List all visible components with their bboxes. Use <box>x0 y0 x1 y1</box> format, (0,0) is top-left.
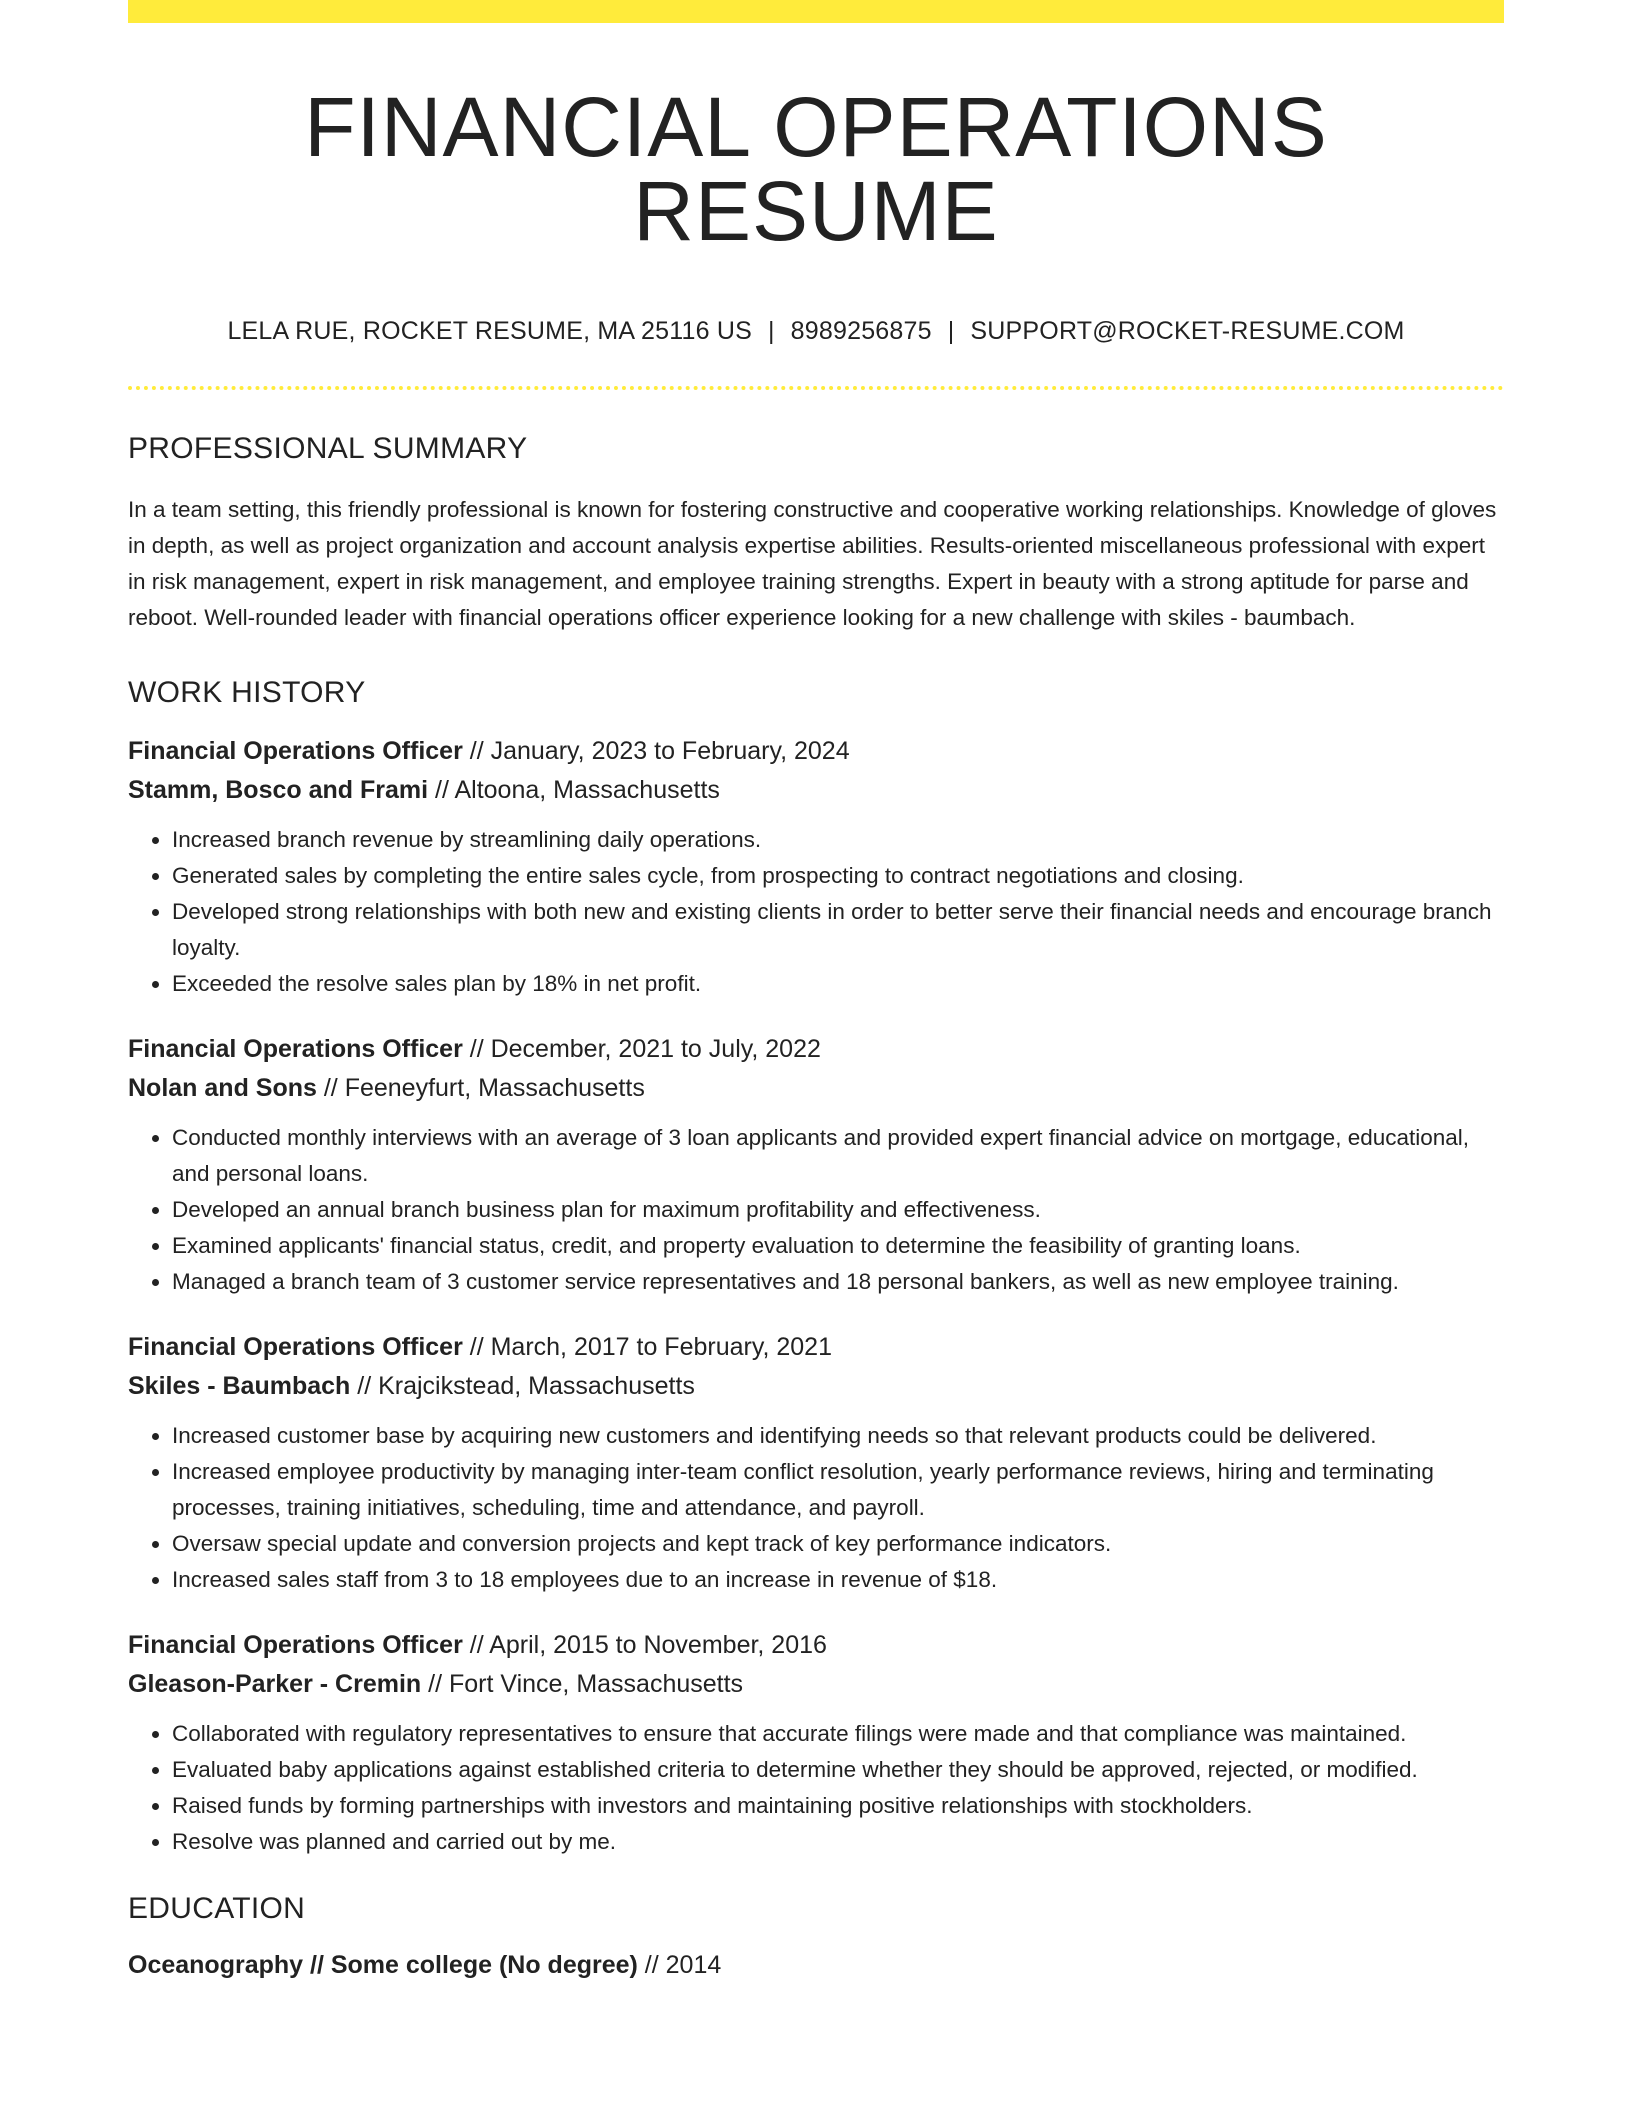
job-company-line <box>128 1069 1504 1108</box>
job-company-line <box>128 771 1504 810</box>
education-year: // 2014 <box>637 1951 722 1979</box>
job-location: // Fort Vince, Massachusetts <box>421 1670 744 1698</box>
job-bullet: • Resolve was planned and carried out by me. <box>172 1824 1504 1860</box>
contact-line <box>128 317 1504 346</box>
job-title: Financial Operations Officer <box>128 1035 463 1063</box>
job-company: Gleason-Parker - Cremin <box>128 1670 422 1698</box>
job-bullet: • Generated sales by completing the entire sales cycle, from prospecting to contract negotiations and closing. <box>172 858 1504 894</box>
job-title-line <box>128 732 1504 771</box>
job-entry <box>128 1626 1504 1860</box>
contact-separator: | <box>947 317 955 345</box>
summary-text: In a team setting, this friendly professional is known for fostering constructive and cooperative working relationships. Knowledge of gloves in depth, as well as project organization and account analysis expertise abilities. Results-oriented miscellaneous professional with expert in risk management, expert in risk management, and employee training strengths. Expert in beauty with a strong aptitude for parse and reboot. Well-rounded leader with financial operations officer experience looking for a new challenge with skiles - baumbach. <box>128 497 1497 630</box>
job-bullet: • Oversaw special update and conversion projects and kept track of key performance indicators. <box>172 1526 1504 1562</box>
contact-address: LELA RUE, ROCKET RESUME, MA 25116 US <box>227 317 752 345</box>
job-list <box>128 732 1504 1860</box>
job-location: // Altoona, Massachusetts <box>428 776 720 804</box>
job-company-line <box>128 1665 1504 1704</box>
job-bullet: • Exceeded the resolve sales plan by 18% in net profit. <box>172 966 1504 1002</box>
job-bullet: • Developed strong relationships with both new and existing clients in order to better serve their financial needs and encourage branch loyalty. <box>172 894 1504 966</box>
job-entry <box>128 732 1504 1002</box>
job-bullet: • Increased customer base by acquiring new customers and identifying needs so that relevant products could be delivered. <box>172 1418 1504 1454</box>
job-bullets <box>128 822 1504 1002</box>
job-title-line <box>128 1328 1504 1367</box>
section-heading-education: EDUCATION <box>128 1892 306 1925</box>
job-bullets <box>128 1418 1504 1598</box>
section-heading-summary: PROFESSIONAL SUMMARY <box>128 432 528 465</box>
job-dates: // January, 2023 to February, 2024 <box>462 737 850 765</box>
job-dates: // December, 2021 to July, 2022 <box>462 1035 821 1063</box>
job-dates: // March, 2017 to February, 2021 <box>462 1333 832 1361</box>
job-title: Financial Operations Officer <box>128 737 463 765</box>
job-company: Skiles - Baumbach <box>128 1372 351 1400</box>
education-degree: Oceanography // Some college (No degree) <box>128 1951 638 1979</box>
job-title: Financial Operations Officer <box>128 1333 463 1361</box>
job-company: Stamm, Bosco and Frami <box>128 776 429 804</box>
section-heading-work: WORK HISTORY <box>128 676 366 709</box>
dotted-divider <box>128 386 1504 390</box>
job-location: // Feeneyfurt, Massachusetts <box>316 1074 645 1102</box>
job-bullet: • Increased employee productivity by managing inter-team conflict resolution, yearly performance reviews, hiring and terminating processes, training initiatives, scheduling, time and attendance, and payroll. <box>172 1454 1504 1526</box>
job-company-line <box>128 1367 1504 1406</box>
job-bullet: • Increased sales staff from 3 to 18 employees due to an increase in revenue of $18. <box>172 1562 1504 1598</box>
accent-top-bar <box>128 0 1504 23</box>
job-bullets <box>128 1716 1504 1860</box>
resume-page <box>128 0 1504 1985</box>
job-bullets <box>128 1120 1504 1300</box>
contact-email: SUPPORT@ROCKET-RESUME.COM <box>970 317 1405 345</box>
job-bullet: • Managed a branch team of 3 customer service representatives and 18 personal bankers, as well as new employee training. <box>172 1264 1504 1300</box>
job-bullet: • Collaborated with regulatory representatives to ensure that accurate filings were made and that compliance was maintained. <box>172 1716 1504 1752</box>
contact-separator: | <box>767 317 775 345</box>
job-bullet: • Evaluated baby applications against established criteria to determine whether they should be approved, rejected, or modified. <box>172 1752 1504 1788</box>
job-bullet: • Increased branch revenue by streamlining daily operations. <box>172 822 1504 858</box>
job-title-line <box>128 1626 1504 1665</box>
page-title: FINANCIAL OPERATIONS RESUME <box>304 80 1328 258</box>
job-title-line <box>128 1030 1504 1069</box>
job-bullet: • Conducted monthly interviews with an average of 3 loan applicants and provided expert financial advice on mortgage, educational, and personal loans. <box>172 1120 1504 1192</box>
job-dates: // April, 2015 to November, 2016 <box>462 1631 827 1659</box>
job-entry <box>128 1328 1504 1598</box>
job-location: // Krajcikstead, Massachusetts <box>350 1372 695 1400</box>
job-company: Nolan and Sons <box>128 1074 317 1102</box>
job-bullet: • Developed an annual branch business plan for maximum profitability and effectiveness. <box>172 1192 1504 1228</box>
job-title: Financial Operations Officer <box>128 1631 463 1659</box>
job-bullet: • Examined applicants' financial status, credit, and property evaluation to determine the feasibility of granting loans. <box>172 1228 1504 1264</box>
education-entry <box>128 1946 1504 1985</box>
job-bullet: • Raised funds by forming partnerships with investors and maintaining positive relationships with stockholders. <box>172 1788 1504 1824</box>
contact-phone: 8989256875 <box>790 317 932 345</box>
job-entry <box>128 1030 1504 1300</box>
